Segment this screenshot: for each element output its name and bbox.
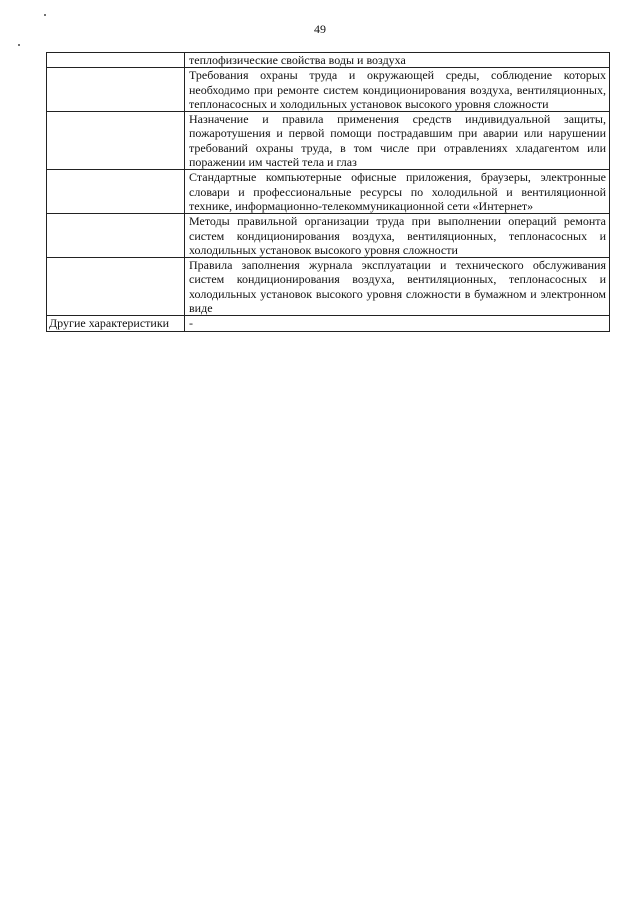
table-row [47, 68, 610, 112]
table-cell-right: Требования охраны труда и окружающей среды, соблюдение которых необходимо при ремонте систем кондиционирования воздуха, вентиляционных, теплонасосных и холодильных установок высокого уровня сложности [185, 68, 610, 112]
scan-speck [18, 44, 20, 46]
table-cell-right: Правила заполнения журнала эксплуатации и технического обслуживания систем кондиционирования воздуха, вентиляционных, теплонасосных и холодильных установок высокого уровня сложности в бумажном и электронном виде [185, 258, 610, 316]
table-row [47, 214, 610, 258]
table-row [47, 112, 610, 170]
table-cell-left [47, 68, 185, 112]
table-cell-right: Стандартные компьютерные офисные приложения, браузеры, электронные словари и профессиональные ресурсы по холодильной и вентиляционной технике, информационно-телекоммуникационной сети «Интернет» [185, 170, 610, 214]
scan-speck [44, 14, 46, 16]
table-cell-left [47, 170, 185, 214]
table-cell-right: теплофизические свойства воды и воздуха [185, 53, 610, 68]
table-cell-left [47, 112, 185, 170]
table-cell-left [47, 53, 185, 68]
table-row [47, 170, 610, 214]
table-row [47, 258, 610, 316]
table-cell-right: - [185, 316, 610, 331]
table-cell-right: Методы правильной организации труда при выполнении операций ремонта систем кондиционирования воздуха, вентиляционных, теплонасосных и холодильных установок высокого уровня сложности [185, 214, 610, 258]
table-row [47, 316, 610, 331]
table-cell-left [47, 214, 185, 258]
page-number: 49 [314, 22, 326, 36]
requirements-table [46, 52, 610, 332]
table-row [47, 53, 610, 68]
row-label-other-characteristics: Другие характеристики [47, 316, 185, 331]
table-cell-left [47, 258, 185, 316]
table-cell-right: Назначение и правила применения средств индивидуальной защиты, пожаротушения и первой помощи пострадавшим при аварии или нарушении требований охраны труда, в том числе при отравлениях хладагентом или поражении им частей тела и глаз [185, 112, 610, 170]
